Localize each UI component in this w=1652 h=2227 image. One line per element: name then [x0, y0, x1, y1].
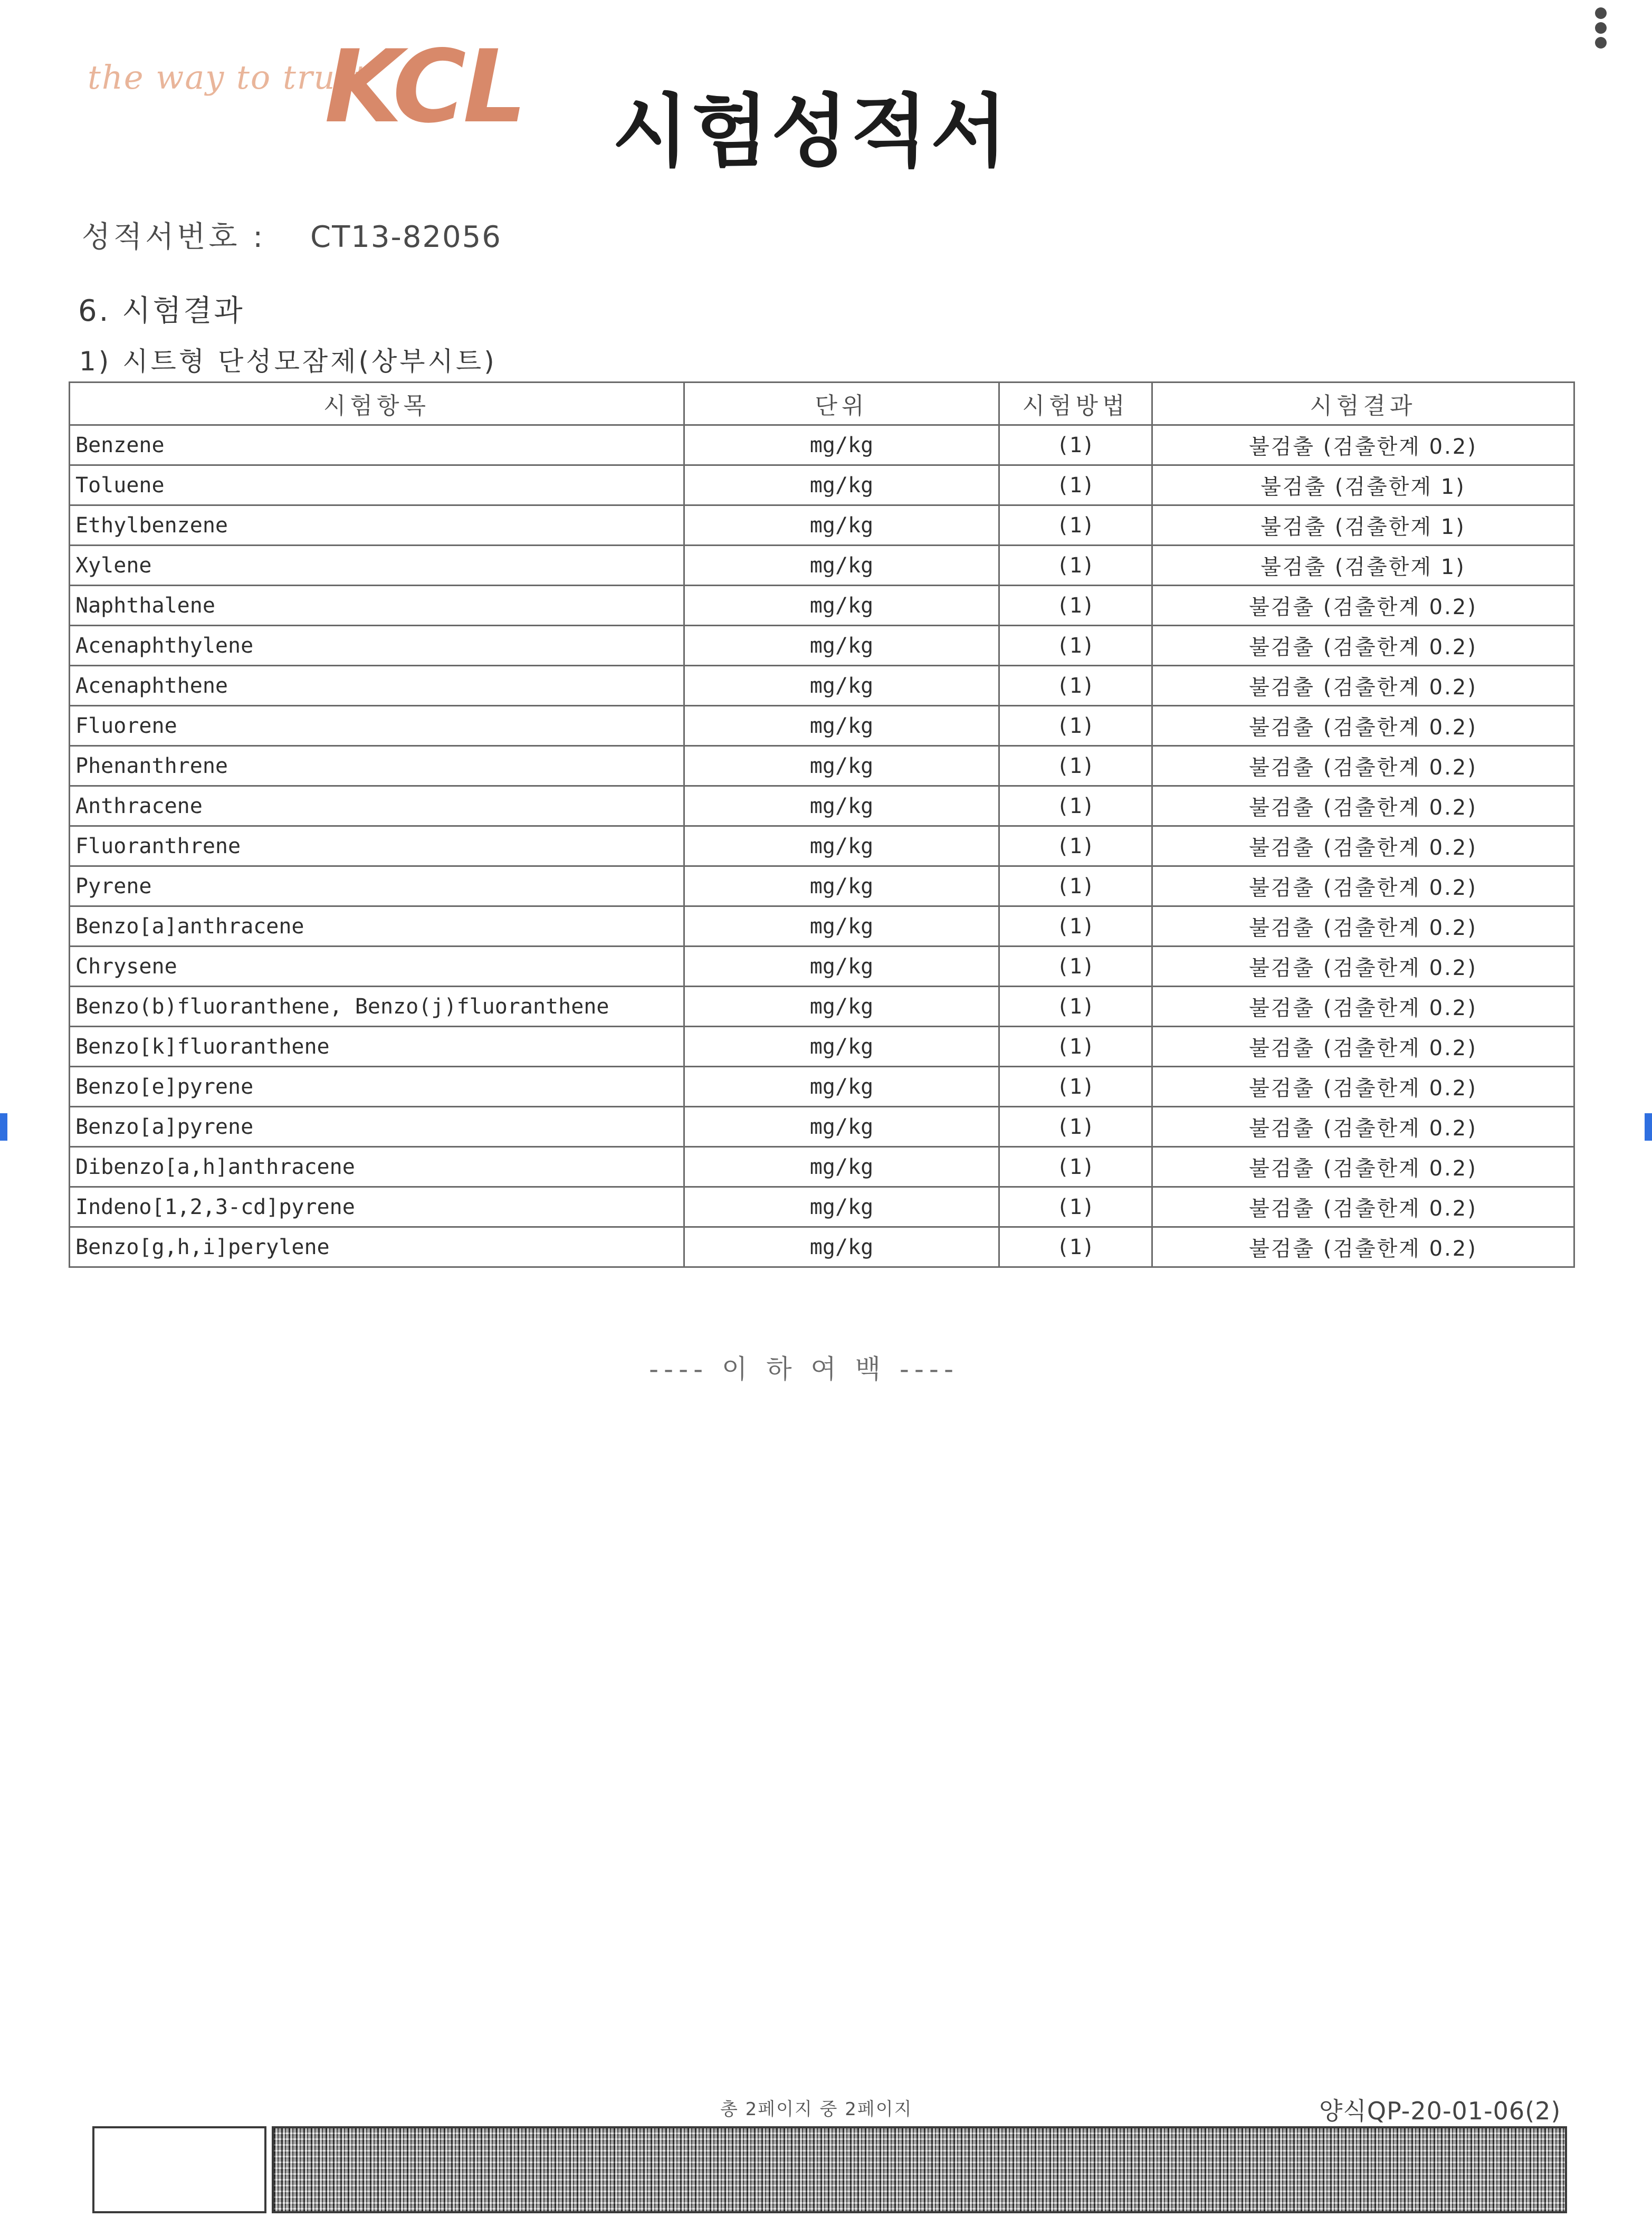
test-method: (1): [999, 586, 1152, 626]
unit: mg/kg: [684, 1107, 999, 1147]
test-item: Toluene: [70, 465, 684, 505]
test-result: 불검출 (검출한계 0.2): [1152, 586, 1574, 626]
table-row: [70, 1067, 1574, 1107]
test-method: (1): [999, 1107, 1152, 1147]
test-method: (1): [999, 666, 1152, 706]
test-result: 불검출 (검출한계 0.2): [1152, 1227, 1574, 1267]
test-result: 불검출 (검출한계 0.2): [1152, 987, 1574, 1027]
unit: mg/kg: [684, 866, 999, 906]
test-method: (1): [999, 987, 1152, 1027]
test-method: (1): [999, 746, 1152, 786]
test-result: 불검출 (검출한계 0.2): [1152, 706, 1574, 746]
table-row: [70, 746, 1574, 786]
test-method: (1): [999, 1187, 1152, 1227]
test-item: Naphthalene: [70, 586, 684, 626]
column-header-method: 시험방법: [999, 383, 1152, 425]
test-result: 불검출 (검출한계 0.2): [1152, 1187, 1574, 1227]
test-item: Fluoranthrene: [70, 826, 684, 866]
table-row: [70, 947, 1574, 987]
test-item: Ethylbenzene: [70, 505, 684, 546]
unit: mg/kg: [684, 666, 999, 706]
column-header-item: 시험항목: [70, 383, 684, 425]
test-item: Benzo[g,h,i]perylene: [70, 1227, 684, 1267]
table-row: [70, 666, 1574, 706]
unit: mg/kg: [684, 947, 999, 987]
unit: mg/kg: [684, 425, 999, 465]
test-item: Benzo[a]anthracene: [70, 906, 684, 947]
test-method: (1): [999, 505, 1152, 546]
unit: mg/kg: [684, 786, 999, 826]
logo-mark: KCL: [324, 28, 524, 145]
unit: mg/kg: [684, 465, 999, 505]
unit: mg/kg: [684, 906, 999, 947]
test-result: 불검출 (검출한계 0.2): [1152, 1107, 1574, 1147]
table-row: [70, 987, 1574, 1027]
test-item: Chrysene: [70, 947, 684, 987]
unit: mg/kg: [684, 586, 999, 626]
test-result: 불검출 (검출한계 0.2): [1152, 425, 1574, 465]
test-method: (1): [999, 626, 1152, 666]
test-method: (1): [999, 906, 1152, 947]
test-item: Anthracene: [70, 786, 684, 826]
unit: mg/kg: [684, 626, 999, 666]
column-header-result: 시험결과: [1152, 383, 1574, 425]
table-row: [70, 786, 1574, 826]
results-table: [69, 381, 1575, 1268]
table-row: [70, 586, 1574, 626]
test-result: 불검출 (검출한계 0.2): [1152, 947, 1574, 987]
security-barcode-icon: [272, 2126, 1567, 2213]
test-result: 불검출 (검출한계 0.2): [1152, 826, 1574, 866]
test-item: Benzo[e]pyrene: [70, 1067, 684, 1107]
test-item: Acenaphthene: [70, 666, 684, 706]
test-result: 불검출 (검출한계 0.2): [1152, 906, 1574, 947]
test-result: 불검출 (검출한계 0.2): [1152, 626, 1574, 666]
footer-blank-box: [92, 2126, 266, 2213]
unit: mg/kg: [684, 546, 999, 586]
page-indicator: 총 2페이지 중 2페이지: [720, 2099, 913, 2120]
test-item: Dibenzo[a,h]anthracene: [70, 1147, 684, 1187]
table-row: [70, 706, 1574, 746]
document-title: 시험성적서: [612, 86, 1010, 178]
test-result: 불검출 (검출한계 0.2): [1152, 1067, 1574, 1107]
test-item: Phenanthrene: [70, 746, 684, 786]
test-item: Benzene: [70, 425, 684, 465]
unit: mg/kg: [684, 1147, 999, 1187]
test-item: Pyrene: [70, 866, 684, 906]
table-row: [70, 1227, 1574, 1267]
test-method: (1): [999, 706, 1152, 746]
test-item: Acenaphthylene: [70, 626, 684, 666]
table-row: [70, 1147, 1574, 1187]
report-number-row: [82, 214, 502, 256]
unit: mg/kg: [684, 1187, 999, 1227]
unit: mg/kg: [684, 505, 999, 546]
more-options-icon[interactable]: [1592, 7, 1609, 50]
test-item: Fluorene: [70, 706, 684, 746]
test-method: (1): [999, 826, 1152, 866]
test-method: (1): [999, 546, 1152, 586]
test-method: (1): [999, 1067, 1152, 1107]
table-row: [70, 866, 1574, 906]
table-row: [70, 505, 1574, 546]
table-row: [70, 906, 1574, 947]
unit: mg/kg: [684, 1067, 999, 1107]
report-number-label: 성적서번호 :: [82, 220, 266, 254]
right-edge-marker: [1645, 1113, 1652, 1141]
unit: mg/kg: [684, 987, 999, 1027]
table-row: [70, 465, 1574, 505]
column-header-unit: 단위: [684, 383, 999, 425]
table-row: [70, 546, 1574, 586]
unit: mg/kg: [684, 826, 999, 866]
test-method: (1): [999, 786, 1152, 826]
test-result: 불검출 (검출한계 1): [1152, 546, 1574, 586]
section-heading: 6. 시험결과: [78, 294, 245, 328]
test-item: Xylene: [70, 546, 684, 586]
unit: mg/kg: [684, 1027, 999, 1067]
test-method: (1): [999, 1027, 1152, 1067]
test-method: (1): [999, 425, 1152, 465]
unit: mg/kg: [684, 706, 999, 746]
table-row: [70, 826, 1574, 866]
table-row: [70, 1187, 1574, 1227]
table-row: [70, 1027, 1574, 1067]
test-item: Benzo(b)fluoranthene, Benzo(j)fluoranthene: [70, 987, 684, 1027]
sub-heading: 1) 시트형 단성모잠제(상부시트): [79, 346, 497, 377]
test-method: (1): [999, 866, 1152, 906]
table-row: [70, 425, 1574, 465]
test-method: (1): [999, 1227, 1152, 1267]
test-item: Benzo[k]fluoranthene: [70, 1027, 684, 1067]
test-item: Benzo[a]pyrene: [70, 1107, 684, 1147]
table-row: [70, 1107, 1574, 1147]
unit: mg/kg: [684, 1227, 999, 1267]
kcl-logo: [84, 26, 524, 153]
test-result: 불검출 (검출한계 0.2): [1152, 1027, 1574, 1067]
test-result: 불검출 (검출한계 0.2): [1152, 666, 1574, 706]
test-result: 불검출 (검출한계 0.2): [1152, 1147, 1574, 1187]
end-of-content-mark: ---- 이 하 여 백 ----: [649, 1354, 959, 1384]
logo-tagline: the way to trust: [88, 58, 368, 97]
test-result: 불검출 (검출한계 0.2): [1152, 866, 1574, 906]
test-result: 불검출 (검출한계 1): [1152, 505, 1574, 546]
test-result: 불검출 (검출한계 0.2): [1152, 746, 1574, 786]
form-code: 양식QP-20-01-06(2): [1319, 2097, 1561, 2125]
unit: mg/kg: [684, 746, 999, 786]
test-result: 불검출 (검출한계 0.2): [1152, 786, 1574, 826]
test-method: (1): [999, 465, 1152, 505]
test-result: 불검출 (검출한계 1): [1152, 465, 1574, 505]
test-method: (1): [999, 1147, 1152, 1187]
test-method: (1): [999, 947, 1152, 987]
left-edge-marker: [0, 1113, 7, 1141]
test-item: Indeno[1,2,3-cd]pyrene: [70, 1187, 684, 1227]
table-row: [70, 626, 1574, 666]
report-number-value: CT13-82056: [310, 220, 502, 254]
table-header-row: [70, 383, 1574, 425]
